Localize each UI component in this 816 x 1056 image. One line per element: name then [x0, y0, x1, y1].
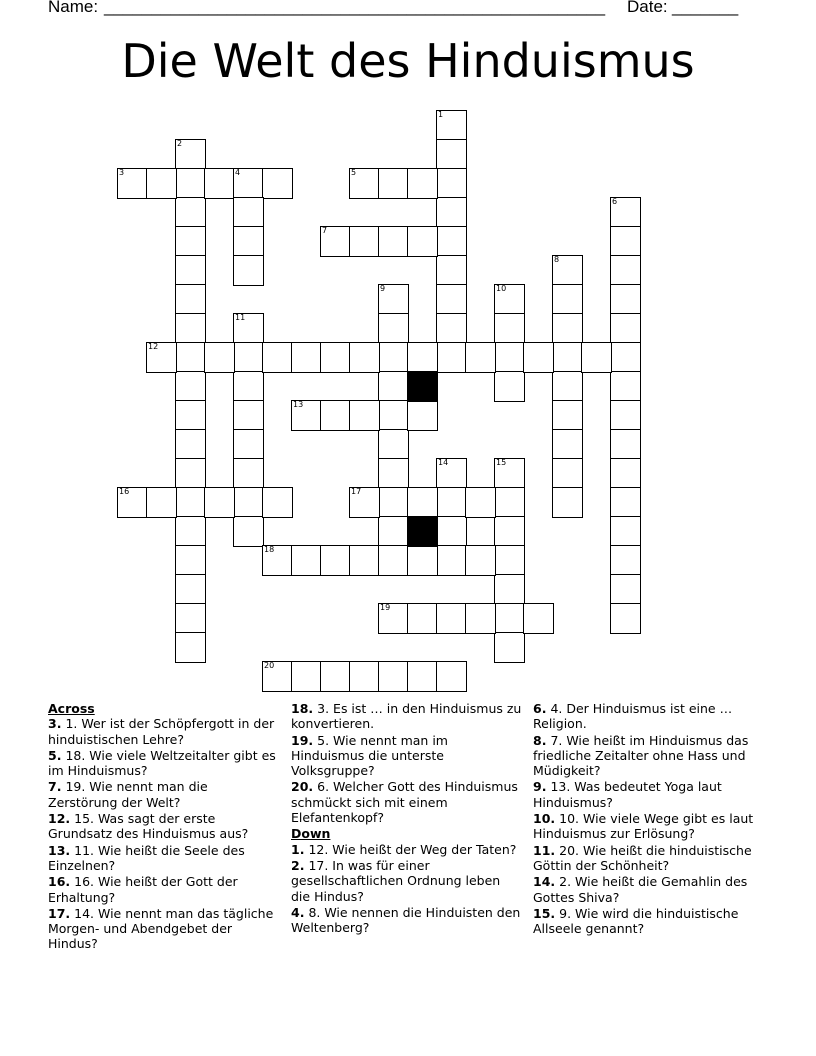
grid-cell[interactable] — [117, 487, 148, 518]
grid-cell[interactable] — [378, 342, 409, 373]
grid-cell[interactable] — [436, 487, 467, 518]
clue-number: 15 — [496, 458, 507, 467]
grid-cell[interactable] — [523, 603, 554, 634]
down-clue: 6. 4. Der Hinduismus ist eine … Religion. — [533, 701, 733, 732]
grid-cell[interactable] — [320, 400, 351, 431]
grid-cell[interactable] — [494, 545, 525, 576]
grid-cell[interactable] — [494, 313, 525, 344]
grid-cell[interactable] — [378, 487, 409, 518]
grid-cell[interactable] — [610, 545, 641, 576]
grid-cell[interactable] — [175, 516, 206, 547]
grid-cell[interactable] — [233, 429, 264, 460]
across-clue: 16. 16. Wie heißt der Gott der Erhaltung? — [48, 874, 238, 905]
grid-cell[interactable] — [494, 632, 525, 663]
grid-cell[interactable] — [233, 226, 264, 257]
grid-cell[interactable] — [378, 313, 409, 344]
grid-cell[interactable] — [436, 197, 467, 228]
grid-cell[interactable] — [378, 371, 409, 402]
down-clue: 15. 9. Wie wird die hinduistische Allseele genannt? — [533, 905, 739, 937]
grid-cell[interactable] — [349, 168, 380, 199]
grid-cell[interactable] — [465, 487, 496, 518]
grid-cell[interactable] — [436, 661, 467, 692]
grid-cell[interactable] — [523, 342, 554, 373]
grid-cell[interactable] — [175, 429, 206, 460]
grid-cell[interactable] — [610, 574, 641, 605]
grid-cell[interactable] — [436, 603, 467, 634]
across-clue: 20. 6. Welcher Gott des Hinduismus schmückt sich mit einem Elefantenkopf? — [291, 779, 518, 826]
clue-number: 3 — [119, 168, 125, 177]
clue-number: 10 — [496, 284, 507, 293]
across-clue: 17. 14. Wie nennt man das tägliche Morgen- und Abendgebet der Hindus? — [48, 905, 274, 952]
grid-cell[interactable] — [291, 545, 322, 576]
grid-cell[interactable] — [436, 110, 467, 141]
grid-cell[interactable] — [494, 487, 525, 518]
grid-cell[interactable] — [494, 574, 525, 605]
grid-cell[interactable] — [349, 487, 380, 518]
grid-cell[interactable] — [407, 603, 438, 634]
grid-cell[interactable] — [610, 255, 641, 286]
clue-number: 17 — [351, 487, 362, 496]
grid-cell[interactable] — [175, 168, 206, 199]
grid-cell[interactable] — [378, 545, 409, 576]
grid-cell[interactable] — [378, 400, 409, 431]
grid-cell[interactable] — [407, 661, 438, 692]
grid-cell[interactable] — [175, 284, 206, 315]
grid-cell[interactable] — [233, 516, 264, 547]
grid-cell[interactable] — [378, 603, 409, 634]
clue-number: 19 — [380, 603, 391, 612]
blocked-cell — [407, 371, 438, 402]
grid-cell[interactable] — [175, 371, 206, 402]
down-clue: 11. 20. Wie heißt die hinduistische Göttin der Schönheit? — [533, 842, 752, 873]
grid-cell[interactable] — [175, 400, 206, 431]
grid-cell[interactable] — [378, 516, 409, 547]
grid-cell[interactable] — [378, 226, 409, 257]
grid-cell[interactable] — [349, 400, 380, 431]
grid-cell[interactable] — [262, 342, 293, 373]
grid-cell[interactable] — [610, 603, 641, 634]
grid-cell[interactable] — [552, 458, 583, 489]
grid-cell[interactable] — [204, 487, 235, 518]
clue-number: 13 — [293, 400, 304, 409]
clue-number: 16 — [119, 487, 130, 496]
grid-cell[interactable] — [610, 226, 641, 257]
down-clue: 4. 8. Wie nennen die Hinduisten den Weltenberg? — [291, 904, 521, 936]
grid-cell[interactable] — [610, 342, 641, 373]
grid-cell[interactable] — [175, 139, 206, 170]
grid-cell[interactable] — [320, 545, 351, 576]
grid-cell[interactable] — [436, 168, 467, 199]
name-label: Name: — [48, 0, 99, 16]
grid-cell[interactable] — [610, 284, 641, 315]
date-field-line: _______ — [672, 0, 739, 16]
grid-cell[interactable] — [320, 226, 351, 257]
grid-cell[interactable] — [204, 342, 235, 373]
grid-cell[interactable] — [552, 400, 583, 431]
grid-cell[interactable] — [436, 342, 467, 373]
grid-cell[interactable] — [378, 284, 409, 315]
clue-number: 7 — [322, 226, 328, 235]
grid-cell[interactable] — [465, 545, 496, 576]
clue-number: 14 — [438, 458, 449, 467]
grid-cell[interactable] — [291, 400, 322, 431]
clue-number: 9 — [380, 284, 386, 293]
across-clue: 19. 5. Wie nennt man im Hinduismus die unterste Volksgruppe? — [291, 732, 448, 779]
grid-cell[interactable] — [436, 139, 467, 170]
grid-cell[interactable] — [436, 313, 467, 344]
grid-cell[interactable] — [175, 255, 206, 286]
grid-cell[interactable] — [552, 371, 583, 402]
across-clue: 12. 15. Was sagt der erste Grundsatz des Hinduismus aus? — [48, 811, 249, 842]
clue-number: 18 — [264, 545, 275, 554]
clue-number: 1 — [438, 110, 444, 119]
grid-cell[interactable] — [233, 197, 264, 228]
grid-cell[interactable] — [320, 661, 351, 692]
grid-cell[interactable] — [378, 429, 409, 460]
grid-cell[interactable] — [175, 487, 206, 518]
date-label: Date: — [627, 0, 668, 16]
grid-cell[interactable] — [494, 342, 525, 373]
grid-cell[interactable] — [175, 545, 206, 576]
grid-cell[interactable] — [349, 545, 380, 576]
down-clue: 9. 13. Was bedeutet Yoga laut Hinduismus? — [533, 779, 722, 810]
grid-cell[interactable] — [610, 487, 641, 518]
grid-cell[interactable] — [436, 545, 467, 576]
clues-column-1 — [48, 701, 280, 953]
grid-cell[interactable] — [494, 516, 525, 547]
grid-cell[interactable] — [262, 545, 293, 576]
grid-cell[interactable] — [378, 168, 409, 199]
down-clue: 1. 12. Wie heißt der Weg der Taten? — [291, 841, 517, 857]
grid-cell[interactable] — [146, 487, 177, 518]
clue-number: 6 — [612, 197, 618, 206]
grid-cell[interactable] — [291, 342, 322, 373]
clue-number: 8 — [554, 255, 560, 264]
clue-number: 4 — [235, 168, 241, 177]
grid-cell[interactable] — [175, 603, 206, 634]
grid-cell[interactable] — [552, 487, 583, 518]
grid-cell[interactable] — [552, 255, 583, 286]
across-clue: 13. 11. Wie heißt die Seele des Einzelnen? — [48, 842, 245, 873]
grid-cell[interactable] — [262, 168, 293, 199]
clues-column-3 — [533, 701, 771, 937]
grid-cell[interactable] — [465, 342, 496, 373]
grid-cell[interactable] — [175, 458, 206, 489]
grid-cell[interactable] — [407, 487, 438, 518]
grid-cell[interactable] — [436, 226, 467, 257]
clue-number: 5 — [351, 168, 357, 177]
grid-cell[interactable] — [320, 342, 351, 373]
grid-cell[interactable] — [378, 661, 409, 692]
clues-column-2 — [291, 701, 523, 936]
grid-cell[interactable] — [291, 661, 322, 692]
down-clue: 8. 7. Wie heißt im Hinduismus das friedliche Zeitalter ohne Hass und Müdigkeit? — [533, 732, 749, 779]
grid-cell[interactable] — [233, 487, 264, 518]
grid-cell[interactable] — [175, 342, 206, 373]
across-clue: 5. 18. Wie viele Weltzeitalter gibt es im Hinduismus? — [48, 747, 276, 779]
grid-cell[interactable] — [436, 458, 467, 489]
grid-cell[interactable] — [610, 516, 641, 547]
grid-cell[interactable] — [407, 545, 438, 576]
across-heading: Across — [48, 701, 95, 716]
grid-cell[interactable] — [175, 197, 206, 228]
grid-cell[interactable] — [494, 371, 525, 402]
grid-cell[interactable] — [233, 255, 264, 286]
grid-cell[interactable] — [407, 400, 438, 431]
grid-cell[interactable] — [233, 458, 264, 489]
grid-cell[interactable] — [407, 168, 438, 199]
grid-cell[interactable] — [552, 342, 583, 373]
grid-cell[interactable] — [175, 574, 206, 605]
grid-cell[interactable] — [117, 168, 148, 199]
grid-cell[interactable] — [494, 284, 525, 315]
grid-cell[interactable] — [175, 632, 206, 663]
grid-cell[interactable] — [610, 429, 641, 460]
grid-cell[interactable] — [233, 342, 264, 373]
grid-cell[interactable] — [552, 429, 583, 460]
grid-cell[interactable] — [233, 168, 264, 199]
grid-cell[interactable] — [581, 342, 612, 373]
grid-cell[interactable] — [610, 371, 641, 402]
across-clue: 3. 1. Wer ist der Schöpfergott in der hinduistischen Lehre? — [48, 716, 275, 747]
grid-cell[interactable] — [407, 226, 438, 257]
grid-cell[interactable] — [349, 226, 380, 257]
grid-cell[interactable] — [436, 516, 467, 547]
grid-cell[interactable] — [233, 371, 264, 402]
grid-cell[interactable] — [407, 342, 438, 373]
clue-number: 12 — [148, 342, 159, 351]
grid-cell[interactable] — [610, 400, 641, 431]
grid-cell[interactable] — [175, 226, 206, 257]
grid-cell[interactable] — [349, 661, 380, 692]
down-clue: 10. 10. Wie viele Wege gibt es laut Hinduismus zur Erlösung? — [533, 811, 754, 842]
clue-number: 20 — [264, 661, 275, 670]
grid-cell[interactable] — [233, 400, 264, 431]
page-title: Die Welt des Hinduismus — [121, 34, 695, 88]
down-clue: 2. 17. In was für einer gesellschaftlichen Ordnung leben die Hindus? — [291, 857, 501, 904]
name-field-line: _____________________________________________________ — [104, 0, 606, 16]
grid-cell[interactable] — [465, 603, 496, 634]
grid-cell[interactable] — [233, 313, 264, 344]
grid-cell[interactable] — [552, 313, 583, 344]
grid-cell[interactable] — [610, 197, 641, 228]
grid-cell[interactable] — [494, 458, 525, 489]
grid-cell[interactable] — [552, 284, 583, 315]
grid-cell[interactable] — [146, 342, 177, 373]
grid-cell[interactable] — [610, 313, 641, 344]
blocked-cell — [407, 516, 438, 547]
grid-cell[interactable] — [349, 342, 380, 373]
clue-number: 11 — [235, 313, 246, 322]
clue-number: 2 — [177, 139, 183, 148]
grid-cell[interactable] — [436, 284, 467, 315]
grid-cell[interactable] — [610, 458, 641, 489]
grid-cell[interactable] — [436, 255, 467, 286]
down-clue: 14. 2. Wie heißt die Gemahlin des Gottes Shiva? — [533, 874, 748, 905]
grid-cell[interactable] — [204, 168, 235, 199]
down-heading: Down — [291, 826, 331, 842]
across-clue: 18. 3. Es ist … in den Hinduismus zu konvertieren. — [291, 701, 522, 732]
across-clue: 7. 19. Wie nennt man die Zerstörung der Welt? — [48, 779, 208, 810]
grid-cell[interactable] — [262, 487, 293, 518]
grid-cell[interactable] — [262, 661, 293, 692]
grid-cell[interactable] — [494, 603, 525, 634]
grid-cell[interactable] — [146, 168, 177, 199]
grid-cell[interactable] — [378, 458, 409, 489]
grid-cell[interactable] — [175, 313, 206, 344]
